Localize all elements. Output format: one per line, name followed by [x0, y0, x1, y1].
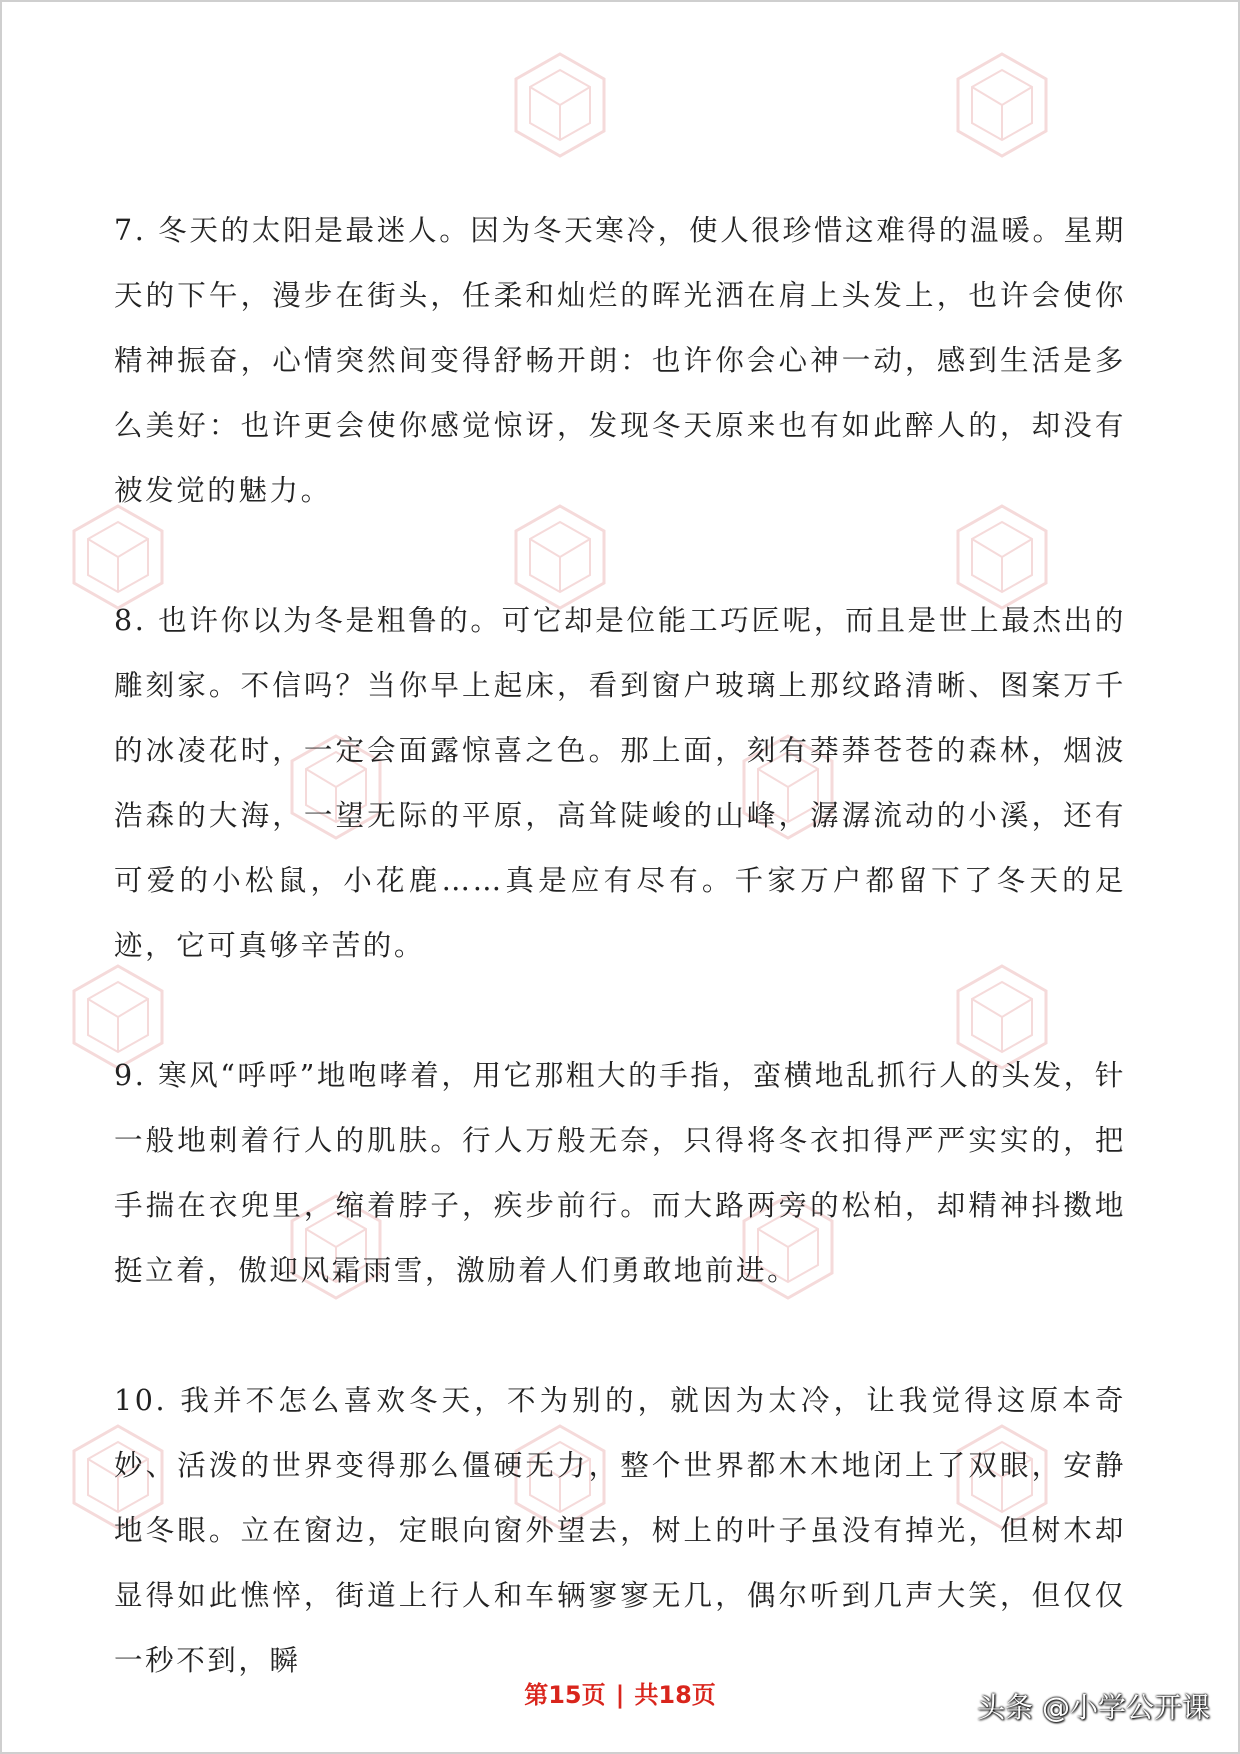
paragraph-9: 9. 寒风“呼呼”地咆哮着，用它那粗大的手指，蛮横地乱抓行人的头发，针一般地刺着行人的肌肤。行人万般无奈，只得将冬衣扣得严严实实的，把手揣在衣兜里，缩着脖子，疾步前行。而大路两旁的松柏，却精神抖擞地挺立着，傲迎风霜雨雪，激励着人们勇敢地前进。: [114, 1059, 1126, 1287]
total-pages-label: 共18页: [634, 1681, 716, 1709]
current-page-label: 第15页: [524, 1681, 606, 1709]
paragraph-8: 8. 也许你以为冬是粗鲁的。可它却是位能工巧匠呢，而且是世上最杰出的雕刻家。不信吗？当你早上起床，看到窗户玻璃上那纹路清晰、图案万千的冰凌花时，一定会面露惊喜之色。那上面，刻有莽莽苍苍的森林，烟波浩森的大海，一望无际的平原，高耸陡峻的山峰，潺潺流动的小溪，还有可爱的小松鼠，小花鹿……真是应有尽有。千家万户都留下了冬天的足迹，它可真够辛苦的。: [114, 604, 1126, 962]
source-watermark-text: 头条 @小学公开课: [977, 1691, 1210, 1724]
document-body: [114, 198, 1126, 1693]
hexagon-cube-watermark-icon: [510, 50, 610, 160]
footer-separator: |: [615, 1681, 625, 1709]
paragraph-10: 10. 我并不怎么喜欢冬天，不为别的，就因为太冷，让我觉得这原本奇妙、活泼的世界变得那么僵硬无力，整个世界都木木地闭上了双眼，安静地冬眼。立在窗边，定眼向窗外望去，树上的叶子虽没有掉光，但树木却显得如此憔悴，街道上行人和车辆寥寥无几，偶尔听到几声大笑，但仅仅一秒不到，瞬: [114, 1384, 1126, 1677]
paragraph-7: 7. 冬天的太阳是最迷人。因为冬天寒冷，使人很珍惜这难得的温暖。星期天的下午，漫步在街头，任柔和灿烂的晖光洒在肩上头发上，也许会使你精神振奋，心情突然间变得舒畅开朗：也许你会心神一动，感到生活是多么美好：也许更会使你感觉惊讶，发现冬天原来也有如此醉人的，却没有被发觉的魅力。: [114, 214, 1126, 507]
hexagon-cube-watermark-icon: [952, 50, 1052, 160]
